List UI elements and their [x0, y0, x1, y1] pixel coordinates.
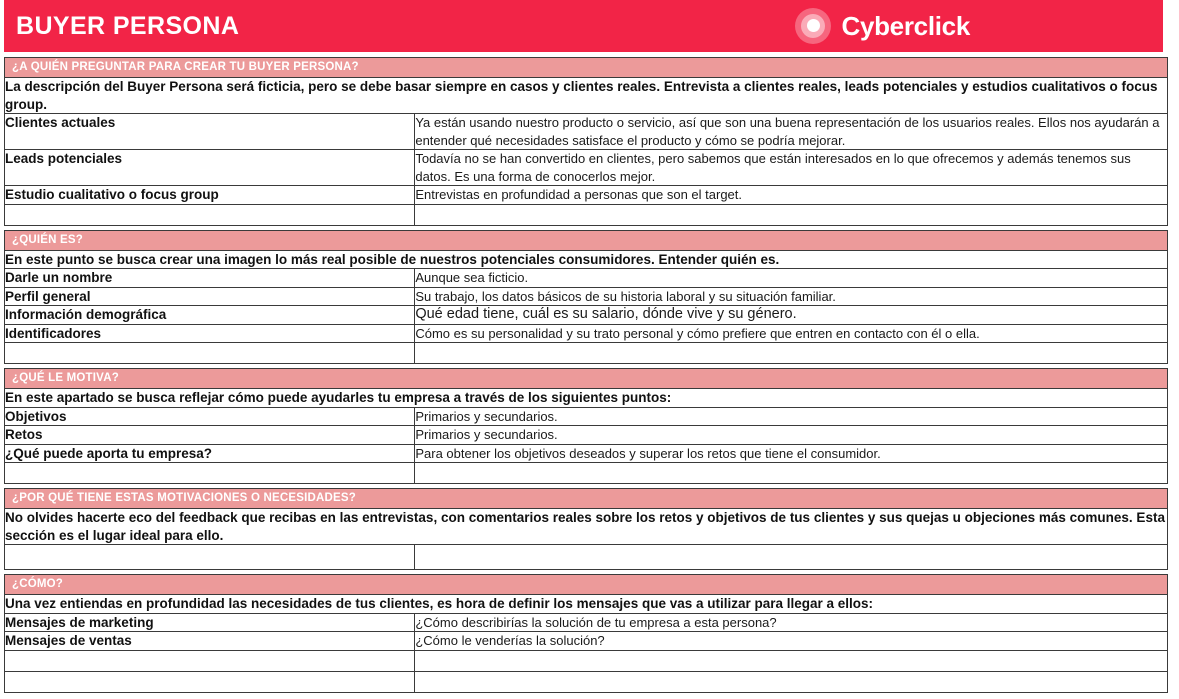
section-header-label: ¿A QUIÉN PREGUNTAR PARA CREAR TU BUYER PERSONA? [12, 61, 359, 73]
blank-row [5, 463, 1168, 484]
row-description[interactable]: Cómo es su personalidad y su trato personal y cómo prefiere que entren en contacto con él o ella. [415, 324, 1168, 343]
section-header-cell [5, 489, 1168, 509]
section-header-label: ¿CÓMO? [12, 578, 64, 590]
section-intro-row [5, 78, 1168, 114]
blank-description-cell[interactable] [415, 671, 1168, 692]
page-title: BUYER PERSONA [16, 11, 240, 40]
row-label: Mensajes de marketing [5, 613, 415, 632]
row-description[interactable]: Todavía no se han convertido en clientes, pero sabemos que están interesados en lo que ofrecemos y además tenemos sus datos. Es una forma de conocerlos mejor. [415, 150, 1168, 186]
table-row [5, 114, 1168, 150]
row-description[interactable]: Entrevistas en profundidad a personas que son el target. [415, 186, 1168, 205]
section-header-row [5, 489, 1168, 509]
blank-description-cell[interactable] [415, 343, 1168, 364]
blank-label-cell[interactable] [5, 545, 415, 570]
row-label: Objetivos [5, 407, 415, 426]
blank-label-cell[interactable] [5, 463, 415, 484]
section-header-label: ¿QUIÉN ES? [12, 233, 84, 246]
section-intro-row [5, 595, 1168, 614]
blank-row [5, 545, 1168, 570]
section-intro-text: En este apartado se busca reflejar cómo puede ayudarles tu empresa a través de los siguientes puntos: [5, 389, 1168, 408]
section-header-row [5, 575, 1168, 595]
table-row [5, 444, 1168, 463]
blank-description-cell[interactable] [415, 545, 1168, 570]
blank-label-cell[interactable] [5, 204, 415, 225]
section-intro-text: Una vez entiendas en profundidad las necesidades de tus clientes, es hora de definir los mensajes que vas a utilizar para llegar a ellos: [5, 595, 1168, 614]
blank-description-cell[interactable] [415, 650, 1168, 671]
section-header-cell [5, 369, 1168, 389]
section-header-row [5, 369, 1168, 389]
row-description[interactable]: ¿Cómo le venderías la solución? [415, 632, 1168, 651]
row-label: Darle un nombre [5, 269, 415, 288]
section-intro-row [5, 509, 1168, 545]
row-label: Estudio cualitativo o focus group [5, 186, 415, 205]
target-circle-icon [795, 8, 831, 44]
blank-label-cell[interactable] [5, 650, 415, 671]
row-label: Retos [5, 426, 415, 445]
row-label: Perfil general [5, 287, 415, 306]
section-header-cell [5, 575, 1168, 595]
blank-row [5, 343, 1168, 364]
table-row [5, 150, 1168, 186]
section-intro-row [5, 250, 1168, 269]
row-label: Identificadores [5, 324, 415, 343]
section-intro-text: No olvides hacerte eco del feedback que recibas en las entrevistas, con comentarios reales sobre los retos y objetivos de tus clientes y sus quejas u objeciones más comunes. Esta sección es el lugar ideal para ello. [5, 509, 1168, 545]
row-label: Clientes actuales [5, 114, 415, 150]
blank-description-cell[interactable] [415, 204, 1168, 225]
row-label: Mensajes de ventas [5, 632, 415, 651]
table-row [5, 426, 1168, 445]
row-description[interactable]: Primarios y secundarios. [415, 407, 1168, 426]
table-row [5, 324, 1168, 343]
row-description[interactable]: Para obtener los objetivos deseados y superar los retos que tiene el consumidor. [415, 444, 1168, 463]
section-header-label: ¿POR QUÉ TIENE ESTAS MOTIVACIONES O NECESIDADES? [12, 492, 356, 504]
row-description[interactable]: ¿Cómo describirías la solución de tu empresa a esta persona? [415, 613, 1168, 632]
table-row [5, 407, 1168, 426]
brand-name: Cyberclick [841, 10, 970, 41]
row-description[interactable]: Su trabajo, los datos básicos de su historia laboral y su situación familiar. [415, 287, 1168, 306]
section-header-row [5, 58, 1168, 78]
title-banner [4, 0, 1163, 52]
section-header-cell [5, 230, 1168, 250]
section-header-label: ¿QUÉ LE MOTIVA? [12, 372, 119, 384]
row-description[interactable]: Aunque sea ficticio. [415, 269, 1168, 288]
blank-row [5, 650, 1168, 671]
table-row [5, 186, 1168, 205]
row-description[interactable]: Primarios y secundarios. [415, 426, 1168, 445]
blank-row [5, 204, 1168, 225]
section-intro-text: En este punto se busca crear una imagen lo más real posible de nuestros potenciales consumidores. Entender quién es. [5, 250, 1168, 269]
blank-row [5, 671, 1168, 692]
row-label: Información demográfica [5, 306, 415, 325]
section-header-cell [5, 58, 1168, 78]
blank-description-cell[interactable] [415, 463, 1168, 484]
row-description[interactable]: Ya están usando nuestro producto o servicio, así que son una buena representación de los usuarios reales. Ellos nos ayudarán a entender qué necesidades satisface el producto y cómo se podría mejorar. [415, 114, 1168, 150]
table-row [5, 269, 1168, 288]
section-header-row [5, 230, 1168, 250]
section-intro-row [5, 389, 1168, 408]
section-intro-text: La descripción del Buyer Persona será ficticia, pero se debe basar siempre en casos y clientes reales. Entrevista a clientes reales, leads potenciales y estudios cualitativos o focus group. [5, 78, 1168, 114]
blank-label-cell[interactable] [5, 343, 415, 364]
row-description[interactable]: Qué edad tiene, cuál es su salario, dónde vive y su género. [415, 306, 1168, 325]
table-row [5, 632, 1168, 651]
blank-label-cell[interactable] [5, 671, 415, 692]
table-row [5, 287, 1168, 306]
row-label: Leads potenciales [5, 150, 415, 186]
brand-lockup [795, 8, 970, 44]
table-row [5, 306, 1168, 325]
row-label: ¿Qué puede aporta tu empresa? [5, 444, 415, 463]
table-row [5, 613, 1168, 632]
worksheet-table [4, 57, 1168, 693]
